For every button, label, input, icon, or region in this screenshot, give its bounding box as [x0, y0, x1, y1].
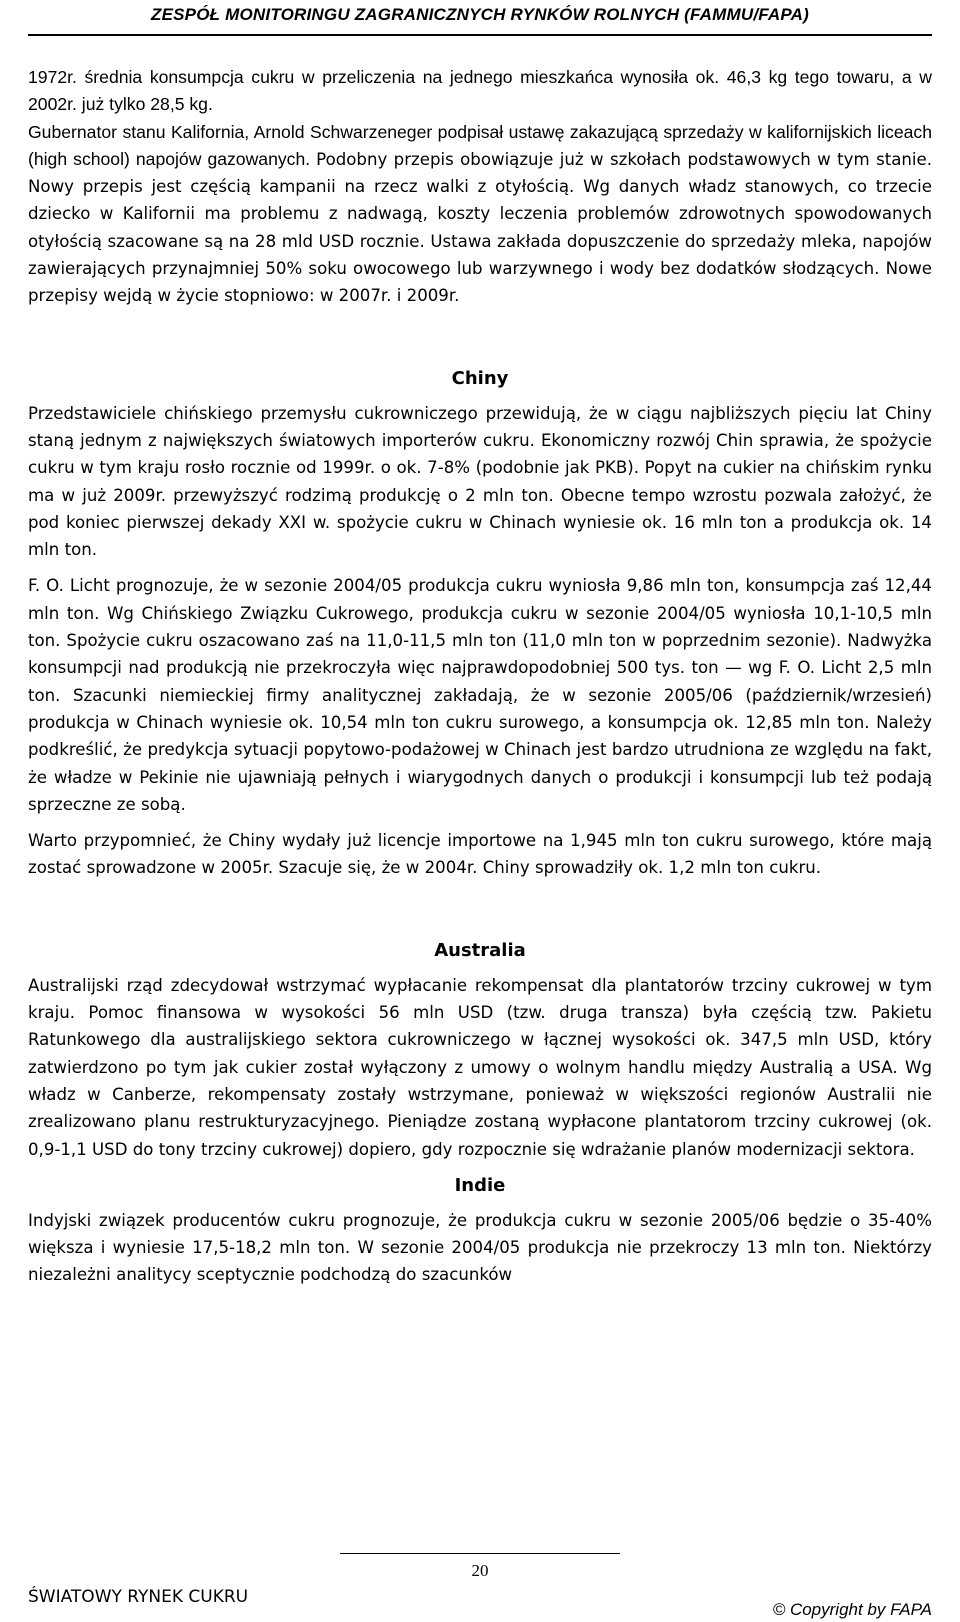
section-heading-australia: Australia	[434, 939, 526, 961]
paragraph-chiny-1: Przedstawiciele chińskiego przemysłu cukrowniczego przewidują, że w ciągu najbliższych pięciu lat Chiny staną jednym z największych światowych importerów cukru. Ekonomiczny rozwój Chin sprawia, że spożycie cukru w tym kraju rosło rocznie od 1999r. o ok. 7-8% (podobnie jak PKB). Popyt na cukier na chińskim rynku ma w już 2009r. przewyższyć rodzimą produkcję o 2 mln ton. Obecne tempo wzrostu pozwala założyć, że pod koniec pierwszej dekady XXI w. spożycie cukru w Chinach wyniesie ok. 16 mln ton a produkcja ok. 14 mln ton.	[28, 403, 932, 560]
paragraph-chiny-2: F. O. Licht prognozuje, że w sezonie 2004/05 produkcja cukru wyniosła 9,86 mln ton, konsumpcja zaś 12,44 mln ton. Wg Chińskiego Związku Cukrowego, produkcja cukru w sezonie 2004/05 wyniosła 10,1-10,5 mln ton. Spożycie cukru oszacowano zaś na 11,0-11,5 mln ton (11,0 mln ton w poprzednim sezonie). Nadwyżka konsumpcji nad produkcją nie przekroczyła więc najprawdopodobniej 500 tys. ton — wg F. O. Licht 2,5 mln ton. Szacunki niemieckiej firmy analitycznej zakładają, że w sezonie 2005/06 (październik/wrzesień) produkcja w Chinach wyniesie ok. 10,54 mln ton cukru surowego, a konsumpcja ok. 12,85 mln ton. Należy podkreślić, że predykcja sytuacji popytowo-podażowej w Chinach jest bardzo utrudniona ze względu na fakt, że władze w Pekinie nie ujawniają pełnych i wiarygodnych danych o produkcji i konsumpcji lub też podają sprzeczne ze sobą.	[28, 576, 932, 814]
section-heading-indie: Indie	[454, 1174, 506, 1196]
paragraph-intro-b	[28, 119, 932, 310]
page-header-title: ZESPÓŁ MONITORINGU ZAGRANICZNYCH RYNKÓW ROLNYCH (FAMMU/FAPA)	[151, 5, 809, 24]
paragraph-intro-a: 1972r. średnia konsumpcja cukru w przeliczenia na jednego mieszkańca wynosiła ok. 46,3 kg tego towaru, a w 2002r. już tylko 28,5 kg.	[28, 67, 932, 115]
paragraph-australia-1: Australijski rząd zdecydował wstrzymać wypłacanie rekompensat dla plantatorów trzciny cukrowej w tym kraju. Pomoc finansowa w wysokości 56 mln USD (tzw. druga transza) była częścią tzw. Pakietu Ratunkowego dla australijskiego sektora cukrowniczego w łącznej wysokości ok. 347,5 mln USD, który zatwierdzono po tym jak cukier został wyłączony z umowy o wolnym handlu między Australią a USA. Wg władz w Canberze, rekompensaty zostały wstrzymane, ponieważ w większości regionów Australii nie zrealizowano planu restrukturyzacyjnego. Pieniądze zostaną wypłacone plantatorom trzciny cukrowej (ok. 0,9-1,1 USD do tony trzciny cukrowej) dopiero, gdy rozpocznie się wdrażanie planów modernizacji sektora.	[28, 975, 932, 1159]
paragraph-indie-1: Indyjski związek producentów cukru prognozuje, że produkcja cukru w sezonie 2005/06 będzie o 35-40% większa i wyniesie 17,5-18,2 mln ton. W sezonie 2004/05 produkcja nie przekroczy 13 mln ton. Niektórzy niezależni analitycy sceptycznie podchodzą do szacunków	[28, 1210, 932, 1285]
header-divider	[28, 34, 932, 36]
page-number: 20	[471, 1561, 489, 1580]
paragraph-intro-b-part3: Ustawa zakłada dopuszczenie do sprzedaży mleka, napojów zawierających przynajmniej 50% soku owocowego lub warzywnego i wody bez dodatków słodzących. Nowe przepisy wejdą w życie stopniowo: w 2007r. i 2009r.	[28, 231, 932, 306]
paragraph-intro-b-part1: Gubernator stanu Kalifornia, Arnold Schwarzeneger podpisał ustawę zakazującą sprzedaży w kalifornijskich liceach (high school) napojów gazowanych.	[28, 121, 932, 169]
footer-divider	[340, 1553, 620, 1554]
paragraph-intro-b-part2: Podobny przepis obowiązuje już w szkołach podstawowych w tym stanie. Nowy przepis jest częścią kampanii na rzecz walki z otyłością. Wg danych władz stanowych, co trzecie dziecko w Kalifornii ma problemu z nadwagą, koszty leczenia problemów zdrowotnych spowodowanych otyłością szacowane są na 28 mld USD rocznie.	[28, 149, 932, 251]
paragraph-chiny-3: Warto przypomnieć, że Chiny wydały już licencje importowe na 1,945 mln ton cukru surowego, które mają zostać sprowadzone w 2005r. Szacuje się, że w 2004r. Chiny sprowadziły ok. 1,2 mln ton cukru.	[28, 831, 932, 878]
document-body	[28, 64, 932, 1289]
footer-copyright: © Copyright by FAPA	[772, 1600, 932, 1619]
section-heading-chiny: Chiny	[451, 367, 509, 389]
footer-publication-title: ŚWIATOWY RYNEK CUKRU	[28, 1587, 249, 1607]
